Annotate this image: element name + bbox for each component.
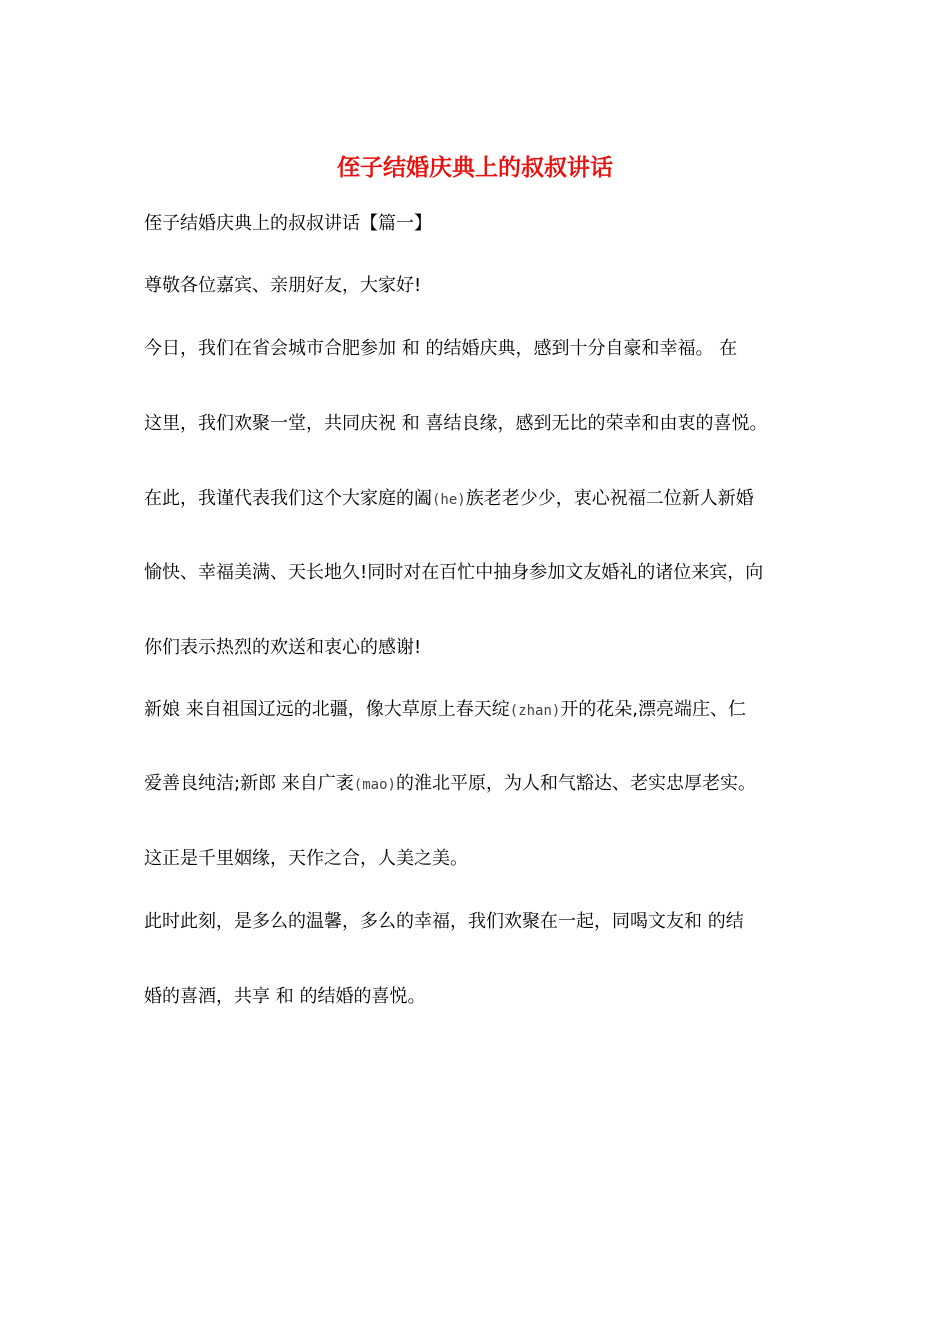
paragraph-1-line-1: 今日，我们在省会城市合肥参加 和 的结婚庆典，感到十分自豪和幸福。 在: [144, 338, 738, 359]
text-segment: 爱善良纯洁;新郎 来自广袤: [144, 773, 354, 794]
greeting-line: 尊敬各位嘉宾、亲朋好友，大家好!: [144, 275, 422, 296]
paragraph-1-line-2: 这里，我们欢聚一堂，共同庆祝 和 喜结良缘，感到无比的荣幸和由衷的喜悦。: [144, 413, 768, 434]
paragraph-2-line-2: [144, 771, 756, 798]
text-segment: 族老老少少，衷心祝福二位新人新婚: [465, 488, 754, 509]
text-segment: 开的花朵,漂亮端庄、仁: [560, 699, 747, 720]
paragraph-1-line-3: [144, 486, 754, 513]
paragraph-1-line-5: 你们表示热烈的欢送和衷心的感谢!: [144, 637, 422, 658]
paragraph-2-line-1: [144, 697, 746, 724]
text-segment: 在此，我谨代表我们这个大家庭的阖: [144, 488, 432, 509]
pinyin-annotation: (mao): [353, 777, 396, 793]
paragraph-3-line-1: 此时此刻，是多么的温馨，多么的幸福，我们欢聚在一起，同喝文友和 的结: [144, 911, 744, 932]
text-segment: 的淮北平原，为人和气豁达、老实忠厚老实。: [395, 773, 756, 794]
pinyin-annotation: (zhan): [509, 703, 561, 719]
text-segment: 新娘 来自祖国辽远的北疆，像大草原上春天绽: [144, 699, 510, 720]
paragraph-2-line-3: 这正是千里姻缘，天作之合，人美之美。: [144, 848, 468, 869]
pinyin-annotation: (he): [432, 492, 466, 508]
paragraph-3-line-2: 婚的喜酒，共享 和 的结婚的喜悦。: [144, 986, 426, 1007]
paragraph-1-line-4: 愉快、幸福美满、天长地久!同时对在百忙中抽身参加文友婚礼的诸位来宾，向: [144, 562, 764, 583]
section-heading: 侄子结婚庆典上的叔叔讲话【篇一】: [144, 213, 432, 234]
document-title: 侄子结婚庆典上的叔叔讲话: [337, 155, 613, 181]
